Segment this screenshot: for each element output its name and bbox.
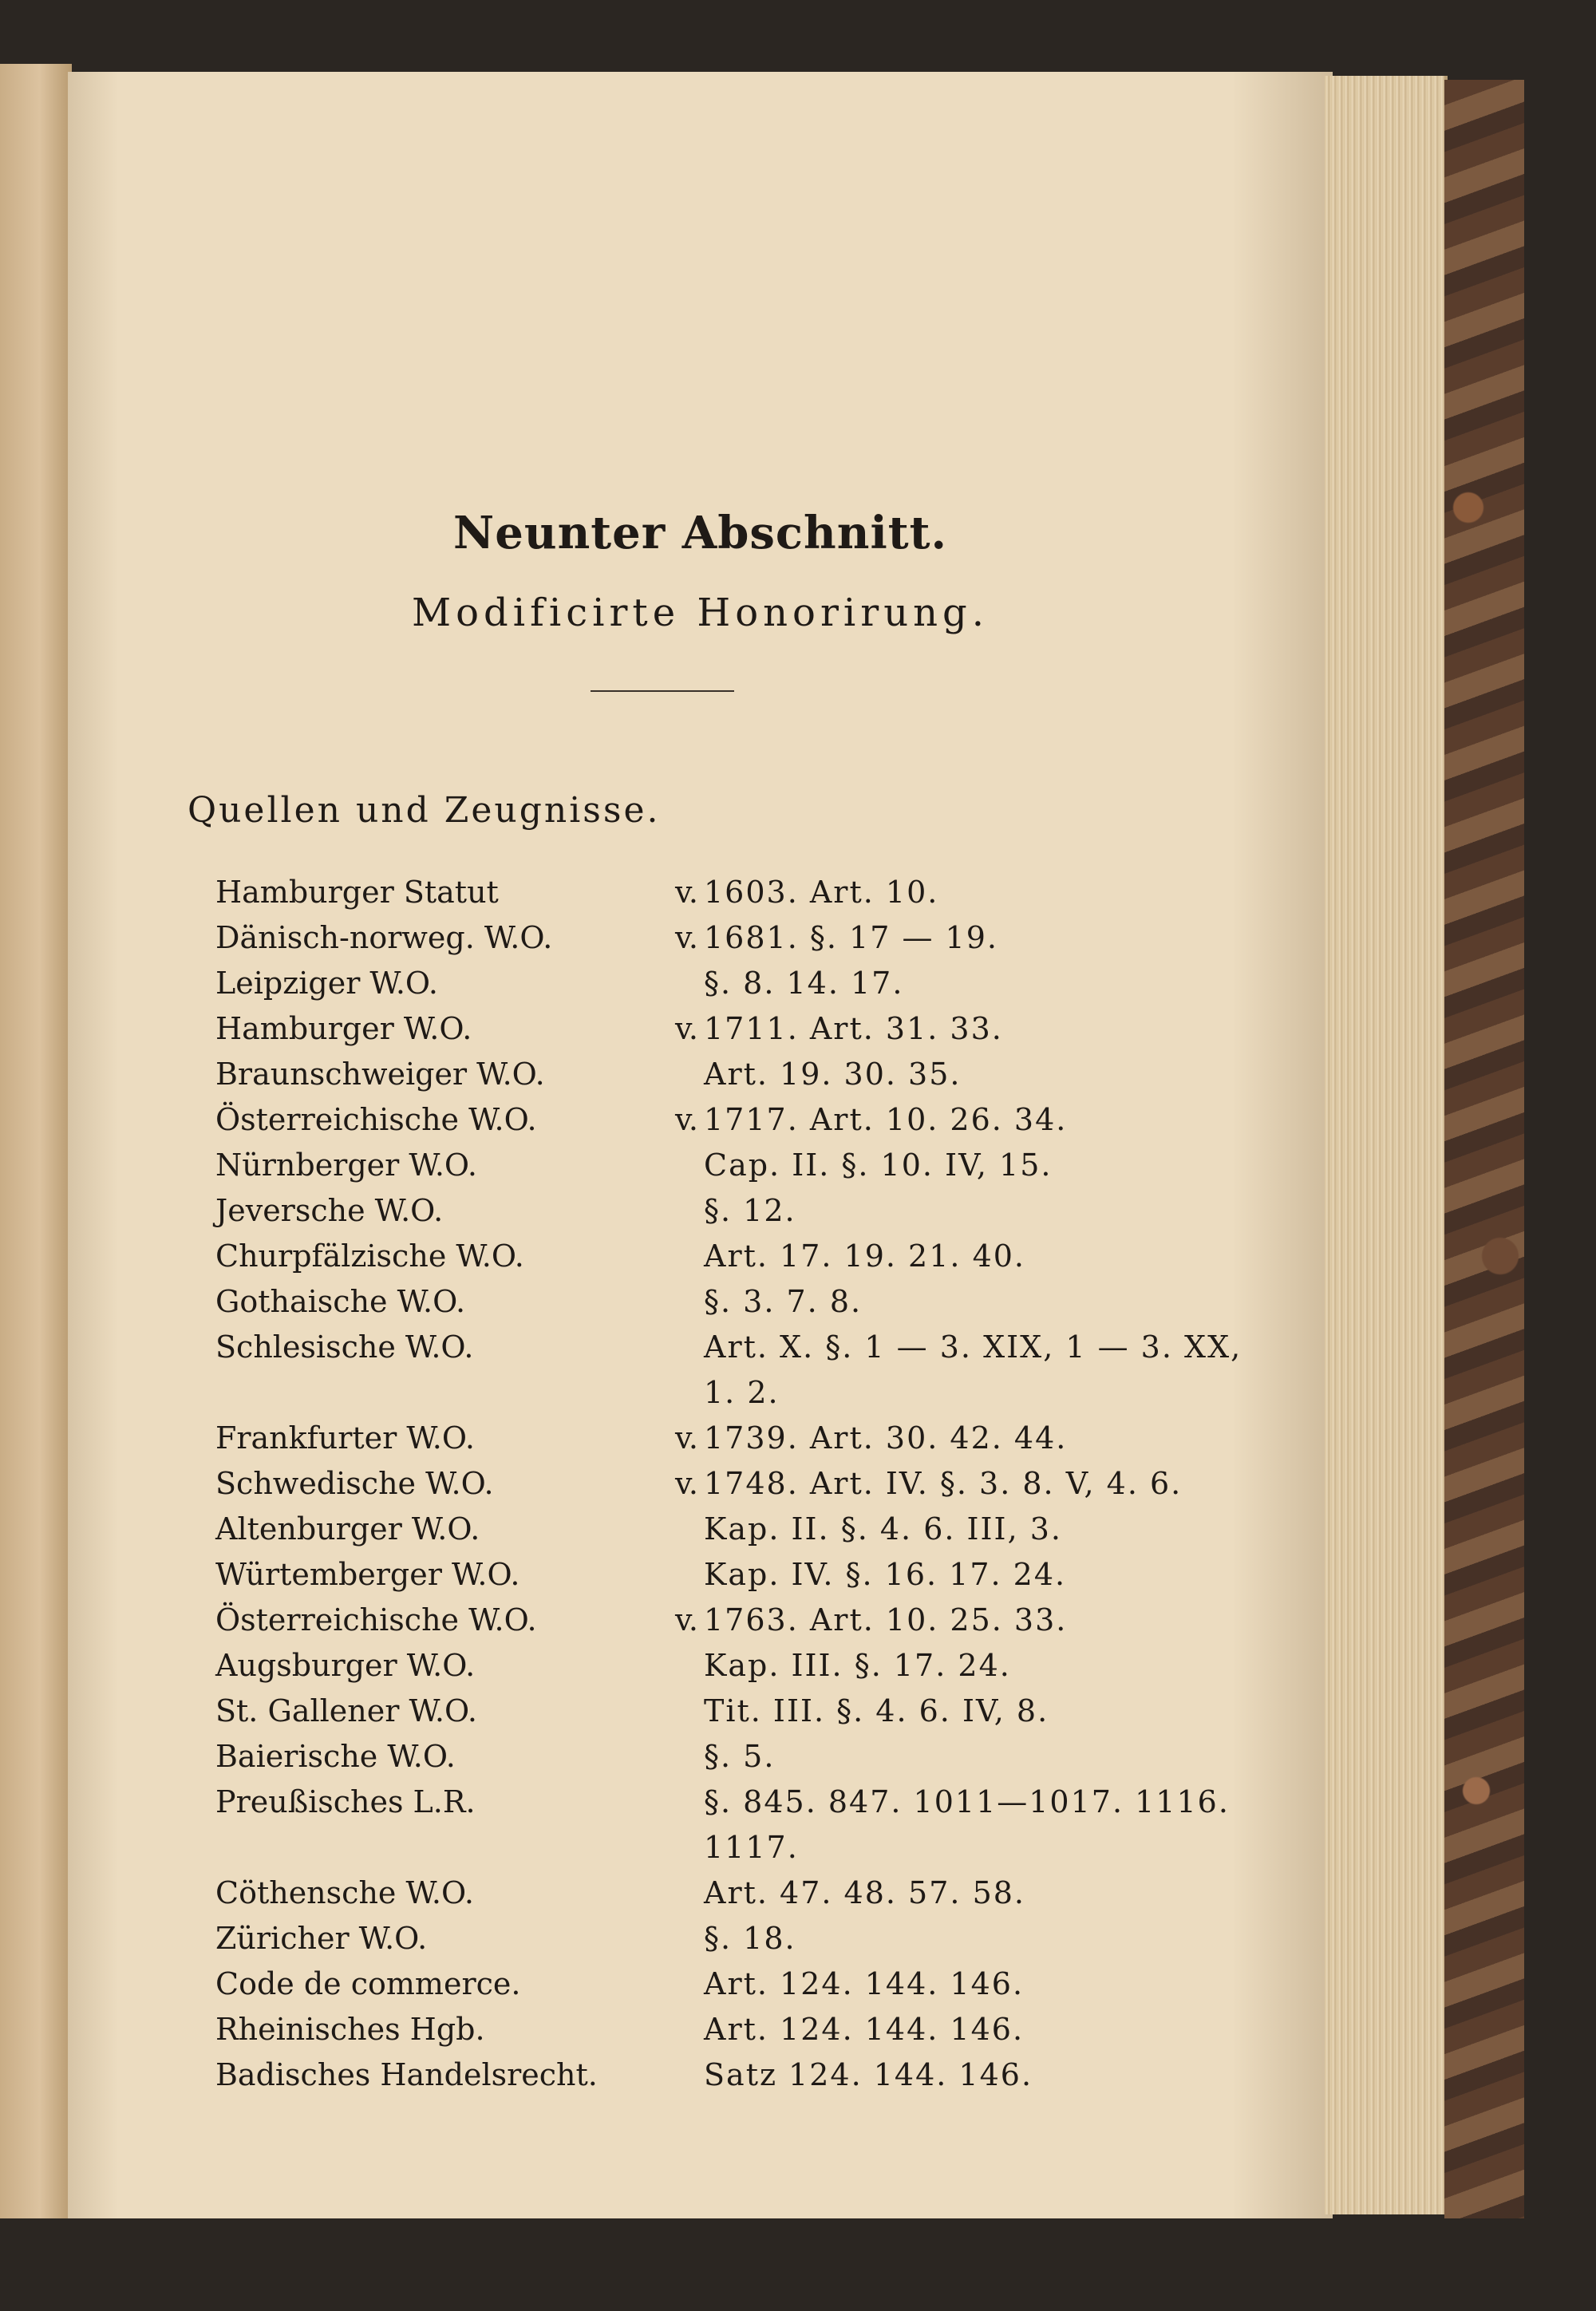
source-row	[215, 1871, 1253, 1916]
source-reference: Art. 19. 30. 35.	[704, 1057, 962, 1092]
source-row	[215, 1006, 1253, 1052]
page-stack-edges	[1325, 76, 1448, 2214]
source-name: Baierische W.O.	[215, 1739, 456, 1774]
source-reference: Cap. II. §. 10. IV, 15.	[704, 1148, 1053, 1183]
source-row	[215, 1780, 1253, 1871]
source-row	[215, 2052, 1253, 2098]
source-row	[215, 1598, 1253, 1643]
source-reference: §. 12.	[704, 1193, 796, 1228]
sources-list	[215, 870, 1253, 2098]
source-reference: Art. 47. 48. 57. 58.	[704, 1875, 1026, 1910]
source-prefix: v.	[674, 1420, 698, 1456]
source-name: Gothaische W.O.	[215, 1284, 466, 1319]
source-name: Schwedische W.O.	[215, 1466, 494, 1501]
source-name: Schlesische W.O.	[215, 1329, 474, 1365]
source-name: Züricher W.O.	[215, 1921, 428, 1956]
source-row	[215, 2007, 1253, 2052]
source-reference: 1763. Art. 10. 25. 33.	[704, 1602, 1068, 1637]
source-reference: §. 8. 14. 17.	[704, 966, 904, 1001]
source-name: Preußisches L.R.	[215, 1784, 476, 1819]
source-name: St. Gallener W.O.	[215, 1693, 477, 1728]
source-row	[215, 1234, 1253, 1279]
source-reference: Art. X. §. 1 — 3. XIX, 1 — 3. XX, 1. 2.	[704, 1329, 1242, 1410]
source-row	[215, 1961, 1253, 2007]
source-row	[215, 1507, 1253, 1552]
source-reference: Tit. III. §. 4. 6. IV, 8.	[704, 1693, 1049, 1728]
source-prefix: v.	[674, 920, 698, 955]
source-reference: 1681. §. 17 — 19.	[704, 920, 998, 955]
source-name: Hamburger W.O.	[215, 1011, 472, 1046]
source-row	[215, 1279, 1253, 1325]
source-reference: 1748. Art. IV. §. 3. 8. V, 4. 6.	[704, 1466, 1183, 1501]
source-row	[215, 1461, 1253, 1507]
source-name: Würtemberger W.O.	[215, 1557, 520, 1592]
source-row	[215, 1734, 1253, 1780]
source-name: Badisches Handelsrecht.	[215, 2057, 598, 2092]
section-title: Quellen und Zeugnisse.	[188, 790, 661, 831]
source-row	[215, 961, 1253, 1006]
source-reference: 1711. Art. 31. 33.	[704, 1011, 1003, 1046]
source-row	[215, 915, 1253, 961]
source-reference: 1739. Art. 30. 42. 44.	[704, 1420, 1068, 1456]
source-name: Jeversche W.O.	[215, 1193, 444, 1228]
source-name: Leipziger W.O.	[215, 966, 438, 1001]
source-reference: §. 18.	[704, 1921, 796, 1956]
source-name: Österreichische W.O.	[215, 1602, 537, 1637]
source-reference: Art. 124. 144. 146.	[704, 2012, 1025, 2047]
source-row	[215, 1052, 1253, 1097]
source-name: Braunschweiger W.O.	[215, 1057, 545, 1092]
chapter-subheading: Modificirte Honorirung.	[412, 591, 989, 635]
source-name: Augsburger W.O.	[215, 1648, 476, 1683]
source-prefix: v.	[674, 1011, 698, 1046]
source-reference: Satz 124. 144. 146.	[704, 2057, 1033, 2092]
source-row	[215, 1916, 1253, 1961]
source-prefix: v.	[674, 1602, 698, 1637]
source-reference: Kap. II. §. 4. 6. III, 3.	[704, 1511, 1062, 1547]
source-name: Cöthensche W.O.	[215, 1875, 474, 1910]
source-row	[215, 1143, 1253, 1188]
book-page	[68, 72, 1333, 2218]
source-reference: Kap. IV. §. 16. 17. 24.	[704, 1557, 1067, 1592]
source-reference: §. 3. 7. 8.	[704, 1284, 863, 1319]
source-row	[215, 1097, 1253, 1143]
source-reference: 1717. Art. 10. 26. 34.	[704, 1102, 1068, 1137]
source-name: Frankfurter W.O.	[215, 1420, 475, 1456]
source-name: Hamburger Statut	[215, 875, 499, 910]
source-name: Rheinisches Hgb.	[215, 2012, 485, 2047]
source-row	[215, 1325, 1253, 1416]
source-reference: Art. 124. 144. 146.	[704, 1966, 1025, 2001]
source-reference: Kap. III. §. 17. 24.	[704, 1648, 1011, 1683]
source-name: Österreichische W.O.	[215, 1102, 537, 1137]
left-page-edge	[0, 64, 72, 2218]
source-prefix: v.	[674, 875, 698, 910]
source-reference: §. 5.	[704, 1739, 776, 1774]
source-name: Churpfälzische W.O.	[215, 1238, 524, 1274]
source-row	[215, 1552, 1253, 1598]
source-prefix: v.	[674, 1102, 698, 1137]
source-name: Code de commerce.	[215, 1966, 521, 2001]
source-row	[215, 870, 1253, 915]
source-row	[215, 1188, 1253, 1234]
source-row	[215, 1416, 1253, 1461]
source-row	[215, 1689, 1253, 1734]
source-reference: Art. 17. 19. 21. 40.	[704, 1238, 1026, 1274]
source-reference: 1603. Art. 10.	[704, 875, 939, 910]
source-name: Nürnberger W.O.	[215, 1148, 477, 1183]
source-row	[215, 1643, 1253, 1689]
source-name: Dänisch-norweg. W.O.	[215, 920, 553, 955]
source-prefix: v.	[674, 1466, 698, 1501]
divider-rule	[591, 690, 734, 692]
marbled-cover-edge	[1444, 80, 1524, 2218]
source-name: Altenburger W.O.	[215, 1511, 480, 1547]
source-reference: §. 845. 847. 1011—1017. 1116. 1117.	[704, 1784, 1230, 1865]
chapter-heading: Neunter Abschnitt.	[453, 507, 947, 559]
